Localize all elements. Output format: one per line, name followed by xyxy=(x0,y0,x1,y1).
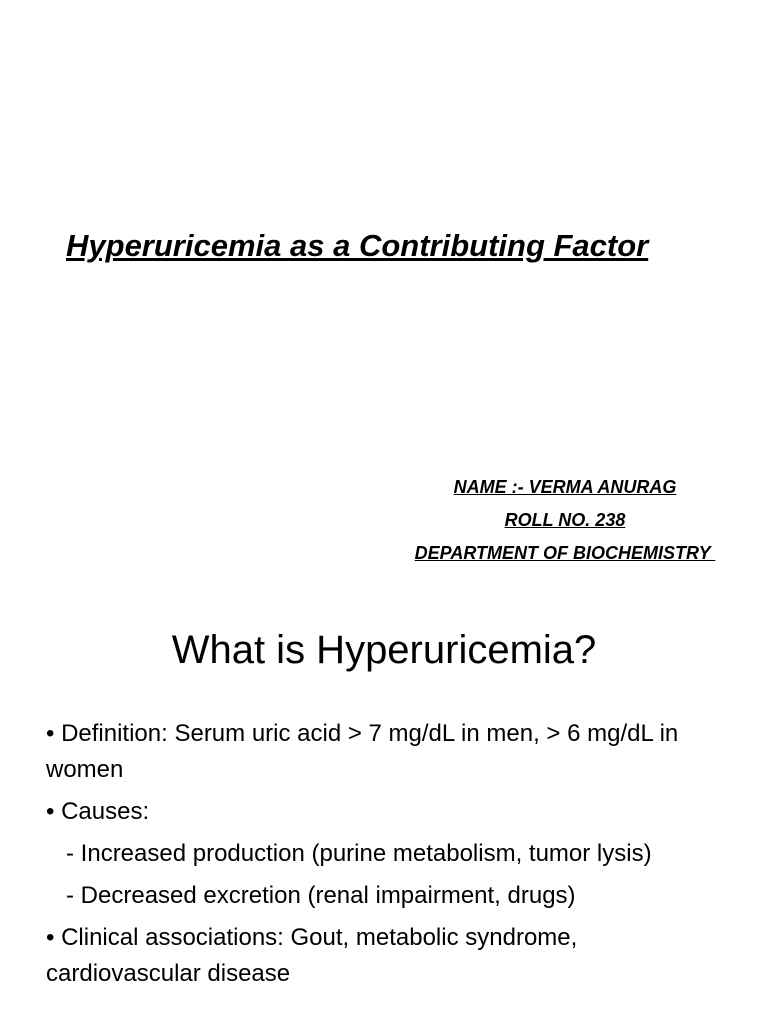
clinical-associations-line: • Clinical associations: Gout, metabolic syndrome, cardiovascular disease xyxy=(46,924,584,987)
author-name: NAME :- VERMA ANURAG xyxy=(453,477,677,497)
roll-number: ROLL NO. 238 xyxy=(504,510,626,530)
section-heading: What is Hyperuricemia? xyxy=(171,628,597,672)
causes-line: • Causes: xyxy=(46,798,150,825)
cause-increased-production: - Increased production (purine metabolism, tumor lysis) xyxy=(46,840,652,867)
author-block xyxy=(400,474,730,573)
department: DEPARTMENT OF BIOCHEMISTRY xyxy=(414,543,716,563)
document-title: Hyperuricemia as a Contributing Factor xyxy=(66,228,649,263)
section-body xyxy=(46,716,686,998)
definition-line: • Definition: Serum uric acid > 7 mg/dL in men, > 6 mg/dL in women xyxy=(46,720,685,783)
cause-decreased-excretion: - Decreased excretion (renal impairment, drugs) xyxy=(46,882,576,909)
